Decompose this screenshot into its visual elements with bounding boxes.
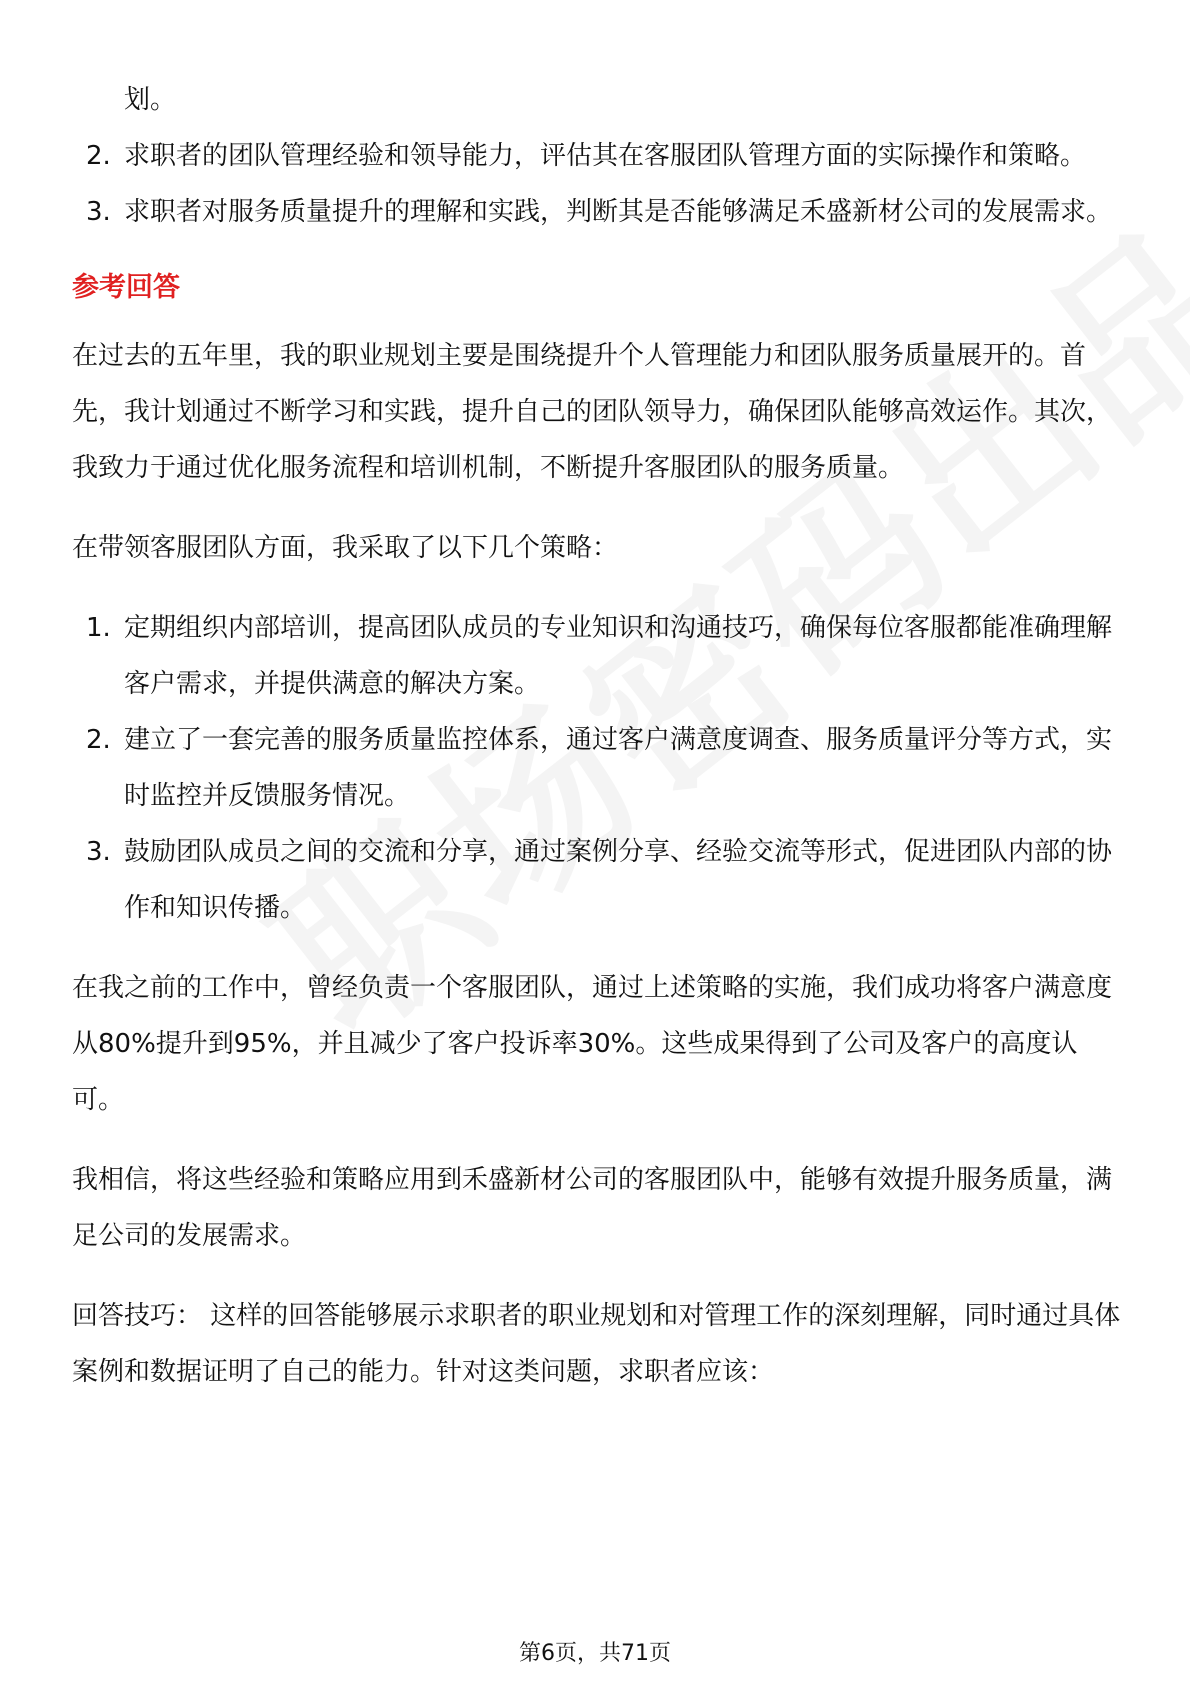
answer-paragraph-1: 在过去的五年里，我的职业规划主要是围绕提升个人管理能力和团队服务质量展开的。首先，我计划通过不断学习和实践，提升自己的团队领导力，确保团队能够高效运作。其次，我致力于通过优化服务流程和培训机制，不断提升客服团队的服务质量。 xyxy=(72,341,1113,483)
strategies-list xyxy=(72,600,1122,936)
list-item-text: 求职者对服务质量提升的理解和实践，判断其是否能够满足禾盛新材公司的发展需求。 xyxy=(124,197,1113,227)
list-item-text: 建立了一套完善的服务质量监控体系，通过客户满意度调查、服务质量评分等方式，实时监控并反馈服务情况。 xyxy=(124,725,1113,811)
list-item-text: 鼓励团队成员之间的交流和分享，通过案例分享、经验交流等形式，促进团队内部的协作和知识传播。 xyxy=(124,837,1113,923)
section-heading: 参考回答 xyxy=(72,272,180,303)
list-item-number: 3. xyxy=(86,197,111,227)
list-item xyxy=(72,600,1122,712)
evaluation-points-list xyxy=(72,128,1122,240)
page-number: 第6页，共71页 xyxy=(519,1641,671,1666)
list-item-number: 3. xyxy=(86,837,111,867)
list-item xyxy=(72,184,1122,240)
list-item-continuation: 划。 xyxy=(124,85,177,115)
list-item-number: 1. xyxy=(86,613,111,643)
list-item-number: 2. xyxy=(86,141,111,171)
answer-paragraph-4: 我相信，将这些经验和策略应用到禾盛新材公司的客服团队中，能够有效提升服务质量，满足公司的发展需求。 xyxy=(72,1165,1113,1251)
answer-paragraph-3: 在我之前的工作中，曾经负责一个客服团队，通过上述策略的实施，我们成功将客户满意度从80%提升到95%，并且减少了客户投诉率30%。这些成果得到了公司及客户的高度认可。 xyxy=(72,973,1113,1115)
list-item xyxy=(72,712,1122,824)
answer-tips: 回答技巧： 这样的回答能够展示求职者的职业规划和对管理工作的深刻理解，同时通过具体案例和数据证明了自己的能力。针对这类问题，求职者应该： xyxy=(72,1301,1121,1387)
list-item-number: 2. xyxy=(86,725,111,755)
list-item-text: 定期组织内部培训，提高团队成员的专业知识和沟通技巧，确保每位客服都能准确理解客户需求，并提供满意的解决方案。 xyxy=(124,613,1113,699)
list-item xyxy=(72,128,1122,184)
answer-paragraph-2: 在带领客服团队方面，我采取了以下几个策略： xyxy=(72,533,619,563)
page-content xyxy=(72,72,1122,1400)
list-item-text: 求职者的团队管理经验和领导能力，评估其在客服团队管理方面的实际操作和策略。 xyxy=(124,141,1087,171)
list-item xyxy=(72,824,1122,936)
